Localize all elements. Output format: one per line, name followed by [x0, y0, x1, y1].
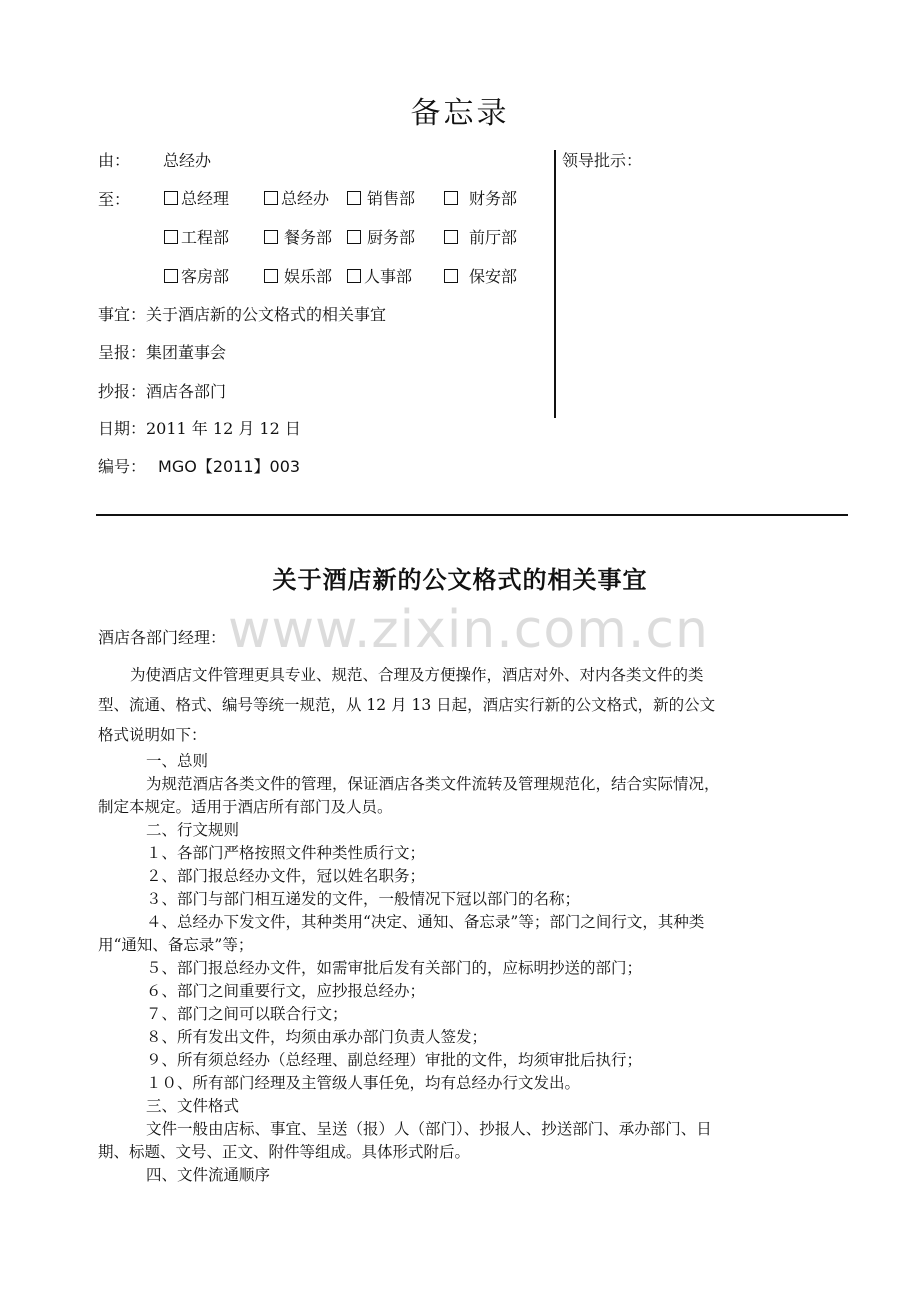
- from-value: 总经办: [163, 151, 212, 170]
- recipient-checkbox: [347, 225, 415, 248]
- recipient-checkbox: [264, 186, 329, 209]
- body-line: ２、部门报总经办文件，冠以姓名职务；: [146, 867, 426, 885]
- body-line: ７、部门之间可以联合行文；: [146, 1005, 348, 1023]
- recipient-checkbox: [164, 264, 229, 287]
- body-line: 为规范酒店各类文件的管理，保证酒店各类文件流转及管理规范化，结合实际情况，: [146, 775, 720, 793]
- body-line: 制定本规定。适用于酒店所有部门及人员。: [98, 798, 393, 816]
- body-line: ９、所有须总经办（总经理、副总经理）审批的文件，均须审批后执行；: [146, 1051, 643, 1069]
- recipient-checkbox: [264, 264, 332, 287]
- number-line: [98, 454, 300, 477]
- recipient-label: 总经理: [181, 189, 230, 208]
- salutation: 酒店各部门经理：: [98, 628, 227, 647]
- checkbox-icon: [164, 269, 178, 283]
- body-line: ３、部门与部门相互递发的文件，一般情况下冠以部门的名称；: [146, 890, 581, 908]
- copy-line: 抄报：酒店各部门: [98, 382, 227, 401]
- recipient-checkbox: [444, 186, 517, 209]
- recipient-label: 财务部: [469, 189, 518, 208]
- recipient-label: 前厅部: [469, 228, 518, 247]
- recipient-checkbox: [164, 186, 229, 209]
- body-line: ４、总经办下发文件，其种类用“决定、通知、备忘录”等；部门之间行文，其种类: [146, 913, 705, 931]
- recipient-label: 厨务部: [367, 228, 416, 247]
- recipient-checkbox: [264, 225, 332, 248]
- document-heading: 关于酒店新的公文格式的相关事宜: [272, 565, 648, 594]
- body-line: 四、文件流通顺序: [146, 1166, 271, 1184]
- body-line: 文件一般由店标、事宜、呈送（报）人（部门）、抄报人、抄送部门、承办部门、日: [146, 1120, 712, 1138]
- checkbox-icon: [347, 191, 361, 205]
- checkbox-icon: [264, 191, 278, 205]
- checkbox-icon: [444, 191, 458, 205]
- body-line: ８、所有发出文件，均须由承办部门负责人签发；: [146, 1028, 488, 1046]
- recipient-label: 客房部: [181, 267, 230, 286]
- checkbox-icon: [444, 269, 458, 283]
- checkbox-icon: [164, 230, 178, 244]
- recipient-label: 总经办: [281, 189, 330, 208]
- checkbox-icon: [164, 191, 178, 205]
- body-section: [98, 750, 828, 1187]
- body-line: 三、文件格式: [146, 1097, 240, 1115]
- body-line: 期、标题、文号、正文、附件等组成。具体形式附后。: [98, 1143, 471, 1161]
- number-label: 编号：: [98, 457, 147, 476]
- checkbox-icon: [347, 230, 361, 244]
- recipient-label: 销售部: [367, 189, 416, 208]
- to-label: 至：: [98, 190, 131, 209]
- intro-line: 格式说明如下：: [98, 726, 207, 744]
- watermark: www.zixin.com.cn: [228, 600, 709, 660]
- body-line: １０、所有部门经理及主管级人事任免，均有总经办行文发出。: [146, 1074, 581, 1092]
- recipient-checkbox: [164, 225, 229, 248]
- matter-line: 事宜：关于酒店新的公文格式的相关事宜: [98, 305, 387, 324]
- body-line: 用“通知、备忘录”等；: [98, 936, 254, 954]
- recipient-label: 娱乐部: [284, 267, 333, 286]
- from-label: 由：: [98, 151, 131, 170]
- report-line: 呈报：集团董事会: [98, 343, 227, 362]
- recipient-label: 工程部: [181, 228, 230, 247]
- recipient-checkbox: [347, 186, 415, 209]
- recipient-label: 保安部: [469, 267, 518, 286]
- recipient-label: 人事部: [364, 267, 413, 286]
- body-line: 二、行文规则: [146, 821, 240, 839]
- recipient-label: 餐务部: [284, 228, 333, 247]
- recipient-checkbox: [444, 225, 517, 248]
- checkbox-icon: [264, 230, 278, 244]
- intro-paragraph: [98, 660, 828, 750]
- memo-title: 备忘录: [410, 96, 510, 131]
- checkbox-icon: [347, 269, 361, 283]
- approval-label: 领导批示：: [562, 151, 643, 170]
- recipient-checkbox: [347, 264, 412, 287]
- checkbox-icon: [264, 269, 278, 283]
- body-line: ５、部门报总经办文件，如需审批后发有关部门的，应标明抄送的部门；: [146, 959, 643, 977]
- body-line: 一、总则: [146, 752, 209, 770]
- checkbox-icon: [444, 230, 458, 244]
- date-line: 日期：2011 年 12 月 12 日: [98, 419, 301, 438]
- header-divider: [554, 150, 556, 418]
- number-value: MGO【2011】003: [158, 457, 301, 476]
- recipient-checkbox: [444, 264, 517, 287]
- intro-line: 型、流通、格式、编号等统一规范，从 12 月 13 日起，酒店实行新的公文格式，新的公文: [98, 696, 716, 714]
- section-rule: [96, 514, 848, 516]
- intro-line: 为使酒店文件管理更具专业、规范、合理及方便操作，酒店对外、对内各类文件的类: [130, 666, 704, 684]
- body-line: １、各部门严格按照文件种类性质行文；: [146, 844, 426, 862]
- body-line: ６、部门之间重要行文，应抄报总经办；: [146, 982, 426, 1000]
